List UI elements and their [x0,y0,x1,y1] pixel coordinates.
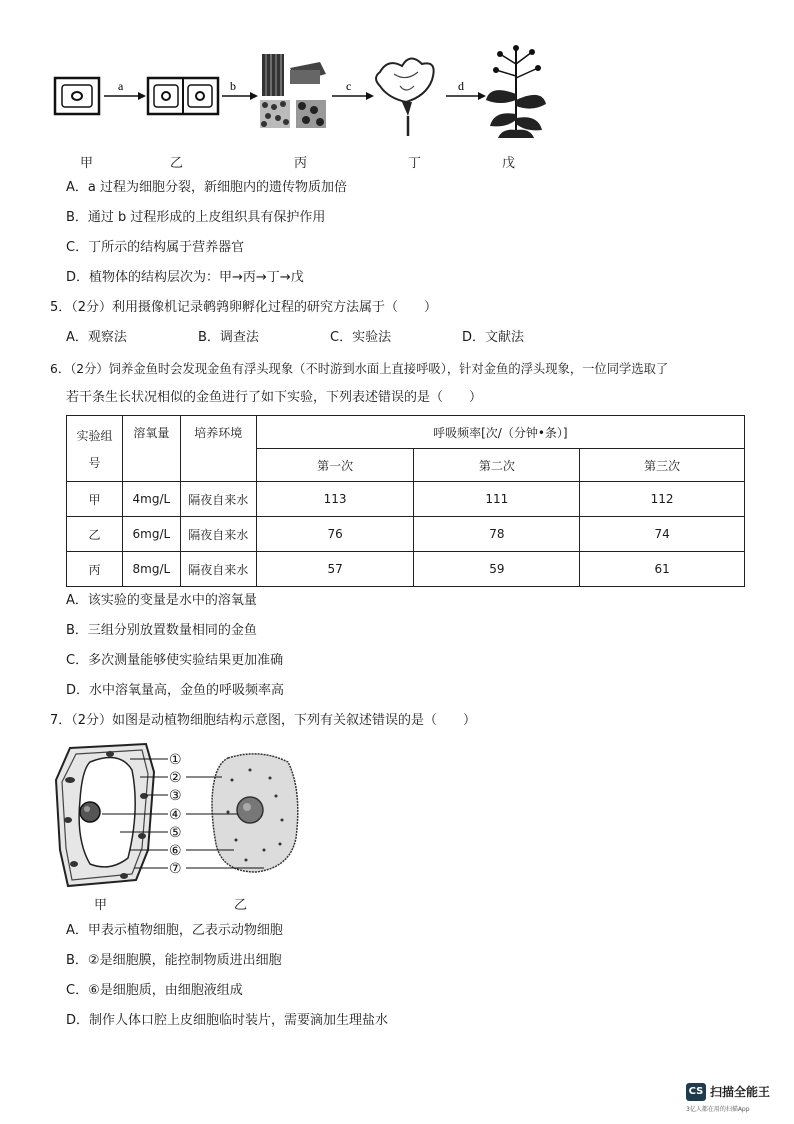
arrow-label-b: b [230,79,236,93]
plant-cell [56,744,154,886]
two-cells [148,78,218,114]
q6-option-a: A．该实验的变量是水中的溶氧量 [66,593,257,608]
q5-option-d: D．文献法 [462,330,525,345]
animal-cell [212,754,298,872]
header-trial-1: 第一次 [256,449,414,482]
label-3: ③ [169,788,182,804]
table-row: 乙 6mg/L 隔夜自来水 76 78 74 [67,517,745,552]
q6-option-c: C．多次测量能够使实验结果更加准确 [66,653,284,668]
tissues [260,54,326,128]
q5-option-b: B．调查法 [198,330,259,345]
q4-option-c: C．丁所示的结构属于营养器官 [66,240,245,255]
stage-label-bing: 丙 [294,156,308,171]
label-5: ⑤ [169,825,182,841]
q4-option-a: A．a 过程为细胞分裂，新细胞内的遗传物质加倍 [66,180,347,195]
scanner-logo: CS [686,1083,706,1101]
label-7: ⑦ [169,861,182,877]
arrow-label-c: c [346,79,352,93]
header-trial-2: 第二次 [414,449,580,482]
stage-label-wu: 戊 [502,156,516,171]
header-group: 实验组 号 [67,416,123,482]
q5-option-a: A．观察法 [66,330,127,345]
header-trial-3: 第三次 [580,449,745,482]
q6-stem-line1: 6．（2分）饲养金鱼时会发现金鱼有浮头现象（不时游到水面上直接呼吸），针对金鱼的浮头现象，一位同学选取了 [50,362,669,376]
header-oxygen: 溶氧量 [122,416,180,482]
label-4: ④ [169,807,182,823]
stage-label-ding: 丁 [408,156,422,171]
q7-option-b: B．②是细胞膜，能控制物质进出细胞 [66,953,282,968]
arrow-label-a: a [118,79,124,93]
q7-stem: 7．（2分）如图是动植物细胞结构示意图，下列有关叙述错误的是（ ） [50,713,477,728]
scanner-brand: 扫描全能王 [710,1085,771,1099]
header-rate: 呼吸频率[次/（分钟•条）] [256,416,744,449]
respiration-table [66,415,745,587]
cell-label-yi: 乙 [234,898,248,913]
table-row: 丙 8mg/L 隔夜自来水 57 59 61 [67,552,745,587]
arrow-label-d: d [458,79,464,93]
table-row: 甲 4mg/L 隔夜自来水 113 111 112 [67,482,745,517]
q5-option-c: C．实验法 [330,330,392,345]
whole-plant [486,45,546,138]
q6-option-d: D．水中溶氧量高，金鱼的呼吸频率高 [66,683,285,698]
q7-option-d: D．制作人体口腔上皮细胞临时装片，需要滴加生理盐水 [66,1013,389,1028]
label-2: ② [169,770,182,786]
stage-label-yi: 乙 [170,156,184,171]
cell-development-diagram [50,44,550,144]
flower [376,58,434,136]
q7-option-c: C．⑥是细胞质，由细胞液组成 [66,983,243,998]
q4-option-d: D．植物体的结构层次为：甲→丙→丁→戊 [66,270,304,285]
single-cell [55,78,99,114]
q4-option-b: B．通过 b 过程形成的上皮组织具有保护作用 [66,210,326,225]
cell-structure-diagram [50,740,320,890]
q6-option-b: B．三组分别放置数量相同的金鱼 [66,623,257,638]
cell-label-jia: 甲 [94,898,108,913]
q5-stem: 5．（2分）利用摄像机记录鹌鹑卵孵化过程的研究方法属于（ ） [50,300,438,315]
q6-stem-line2: 若干条生长状况相似的金鱼进行了如下实验，下列表述错误的是（ ） [66,390,483,405]
label-1: ① [169,752,182,768]
stage-label-jia: 甲 [80,156,94,171]
header-env: 培养环境 [180,416,256,482]
scanner-tagline: 3亿人都在用的扫描App [686,1106,750,1113]
label-6: ⑥ [169,843,182,859]
q7-option-a: A．甲表示植物细胞，乙表示动物细胞 [66,923,283,938]
